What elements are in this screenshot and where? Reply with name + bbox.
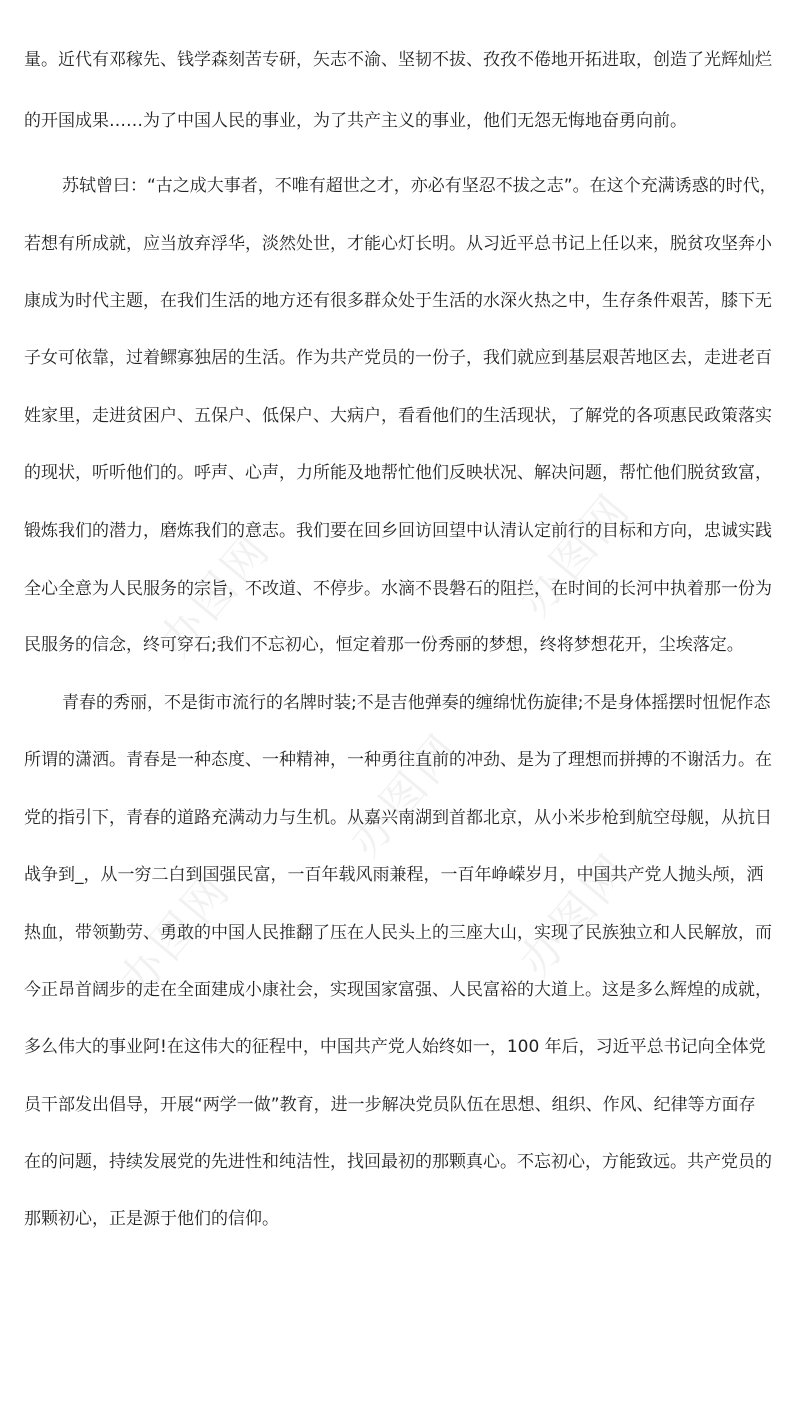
text-line: 在的问题，持续发展党的先进性和纯洁性，找回最初的那颗真心。不忘初心，方能致远。共产党员的 <box>24 1152 772 1172</box>
text-line: 姓家里，走进贫困户、五保户、低保户、大病户，看看他们的生活现状，了解党的各项惠民政策落实 <box>24 406 772 426</box>
watermark: 办图网 <box>339 723 472 867</box>
text-line: 锻炼我们的潜力，磨炼我们的意志。我们要在回乡回访回望中认清认定前行的目标和方向，忠诚实践 <box>24 521 772 541</box>
text-line: 的开国成果……为了中国人民的事业，为了共产主义的事业，他们无怨无悔地奋勇向前。 <box>24 111 687 131</box>
watermark: 办图网 <box>149 523 282 667</box>
text-line: 量。近代有邓稼先、钱学森刻苦专研，矢志不渝、坚韧不拔、孜孜不倦地开拓进取，创造了光辉灿烂 <box>24 50 772 70</box>
text-line: 民服务的信念，终可穿石;我们不忘初心，恒定着那一份秀丽的梦想，终将梦想花开，尘埃落定。 <box>24 635 744 655</box>
text-line: 热血，带领勤劳、勇敢的中国人民推翻了压在人民头上的三座大山，实现了民族独立和人民解放，而 <box>24 923 772 943</box>
text-line: 苏轼曾曰：“古之成大事者，不唯有超世之才，亦必有坚忍不拔之志”。在这个充满诱惑的时代， <box>62 176 777 196</box>
text-line: 康成为时代主题，在我们生活的地方还有很多群众处于生活的水深火热之中，生存条件艰苦，膝下无 <box>24 291 772 311</box>
watermark: 办图网 <box>109 863 242 1007</box>
text-line: 多么伟大的事业阿!在这伟大的征程中，中国共产党人始终如一，100 年后，习近平总书记向全体党 <box>24 1037 766 1057</box>
text-line: 所谓的潇洒。青春是一种态度、一种精神，一种勇往直前的冲劲、是为了理想而拼搏的不谢活力。在 <box>24 750 772 770</box>
text-line: 全心全意为人民服务的宗旨，不改道、不停步。水滴不畏磐石的阻拦，在时间的长河中执着那一份为 <box>24 579 772 599</box>
watermark: 办图网 <box>509 843 642 987</box>
text-line: 战争到_，从一穷二白到国强民富，一百年载风雨兼程，一百年峥嵘岁月，中国共产党人抛头颅，洒 <box>24 865 764 885</box>
text-line: 子女可依靠，过着鳏寡独居的生活。作为共产党员的一份子，我们就应到基层艰苦地区去，走进老百 <box>24 348 772 368</box>
text-line: 党的指引下，青春的道路充满动力与生机。从嘉兴南湖到首都北京，从小米步枪到航空母舰，从抗日 <box>24 808 772 828</box>
text-line: 今正昂首阔步的走在全面建成小康社会，实现国家富强、人民富裕的大道上。这是多么辉煌的成就， <box>24 980 772 1000</box>
text-line: 的现状，听听他们的。呼声、心声，力所能及地帮忙他们反映状况、解决问题，帮忙他们脱贫致富， <box>24 463 772 483</box>
watermark: 办图网 <box>509 483 642 627</box>
text-line: 若想有所成就，应当放弃浮华，淡然处世，才能心灯长明。从习近平总书记上任以来，脱贫攻坚奔小 <box>24 234 772 254</box>
text-line: 员干部发出倡导，开展“两学一做”教育，进一步解决党员队伍在思想、组织、作风、纪律等方面存 <box>24 1095 756 1115</box>
text-line: 青春的秀丽，不是街市流行的名牌时装;不是吉他弹奏的缠绵忧伤旋律;不是身体摇摆时忸怩作态 <box>62 693 771 713</box>
text-line: 那颗初心，正是源于他们的信仰。 <box>24 1209 279 1229</box>
